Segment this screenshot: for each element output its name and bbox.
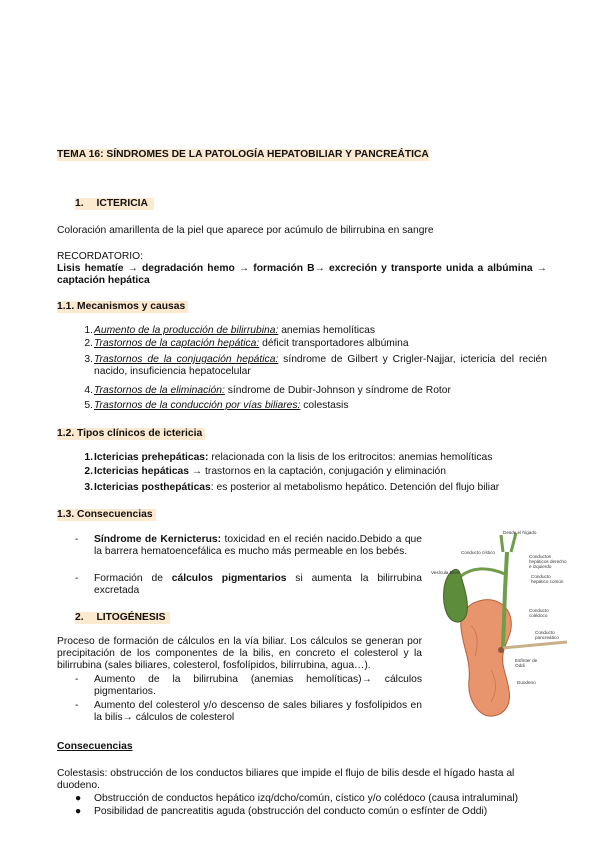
- figure-label: Esfínter de Oddi: [515, 658, 538, 668]
- recordatorio-label: RECORDATORIO:: [57, 251, 144, 262]
- biliary-tree-illustration: [431, 530, 567, 720]
- section-litogenesis-heading: [75, 612, 170, 624]
- figure-label: Conducto colédoco: [529, 608, 549, 618]
- colestasis-text: Colestasis: obstrucción de los conductos biliares que impide el flujo de bilis desde el hígado hasta al duodeno.: [57, 768, 515, 791]
- bullet-marker: ●: [75, 806, 82, 817]
- gallbladder-shape: [444, 569, 468, 622]
- dash-marker: -: [75, 700, 79, 711]
- dash-marker: -: [75, 534, 79, 545]
- section-title: LITOGÉNESIS: [96, 612, 166, 623]
- figure-label: Vesícula biliar: [431, 570, 460, 575]
- tipos-heading: 1.2. Tipos clínicos de ictericia: [57, 428, 205, 440]
- figure-label: Conducto cístico: [461, 550, 495, 555]
- dash-marker: -: [75, 573, 79, 584]
- section-title: ICTERICIA: [96, 198, 148, 209]
- consecuencias-heading: 1.3. Consecuencias: [57, 509, 156, 521]
- litogenesis-intro: Proceso de formación de cálculos en la vía biliar. Los cálculos se generan por precipitación de los componentes de la bilis, en concreto el colesterol y la bilirrubina (sales biliares, colesterol, fosfolípidos, bilirrubina, agua…).: [57, 636, 422, 671]
- section-number: 2.: [75, 612, 84, 623]
- section-ictericia-heading: [75, 198, 154, 210]
- recordatorio-text: Lisis hematíe → degradación hemo → formación B→ excreción y transporte unida a albúmina → captación hepática: [57, 263, 547, 286]
- figure-label: Conducto pancreático: [535, 630, 559, 640]
- page-title: [57, 149, 429, 161]
- section-number: 1.: [75, 198, 84, 209]
- bullet-marker: ●: [75, 793, 82, 804]
- mecanismos-heading: 1.1. Mecanismos y causas: [57, 301, 188, 313]
- dash-marker: -: [75, 674, 79, 685]
- ictericia-definition: Coloración amarillenta de la piel que aparece por acúmulo de bilirrubina en sangre: [57, 225, 434, 236]
- figure-label: Conductos hepáticos derecho e izquierdo: [529, 554, 567, 569]
- figure-label: Conducto hepático común: [531, 574, 564, 584]
- consecuencias2-heading: Consecuencias: [57, 741, 133, 752]
- page-title-text: TEMA 16: SÍNDROMES DE LA PATOLOGÍA HEPATOBILIAR Y PANCREÁTICA: [57, 149, 429, 160]
- figure-label: Duodeno: [517, 680, 536, 685]
- figure-label: Desde el hígado: [503, 530, 537, 535]
